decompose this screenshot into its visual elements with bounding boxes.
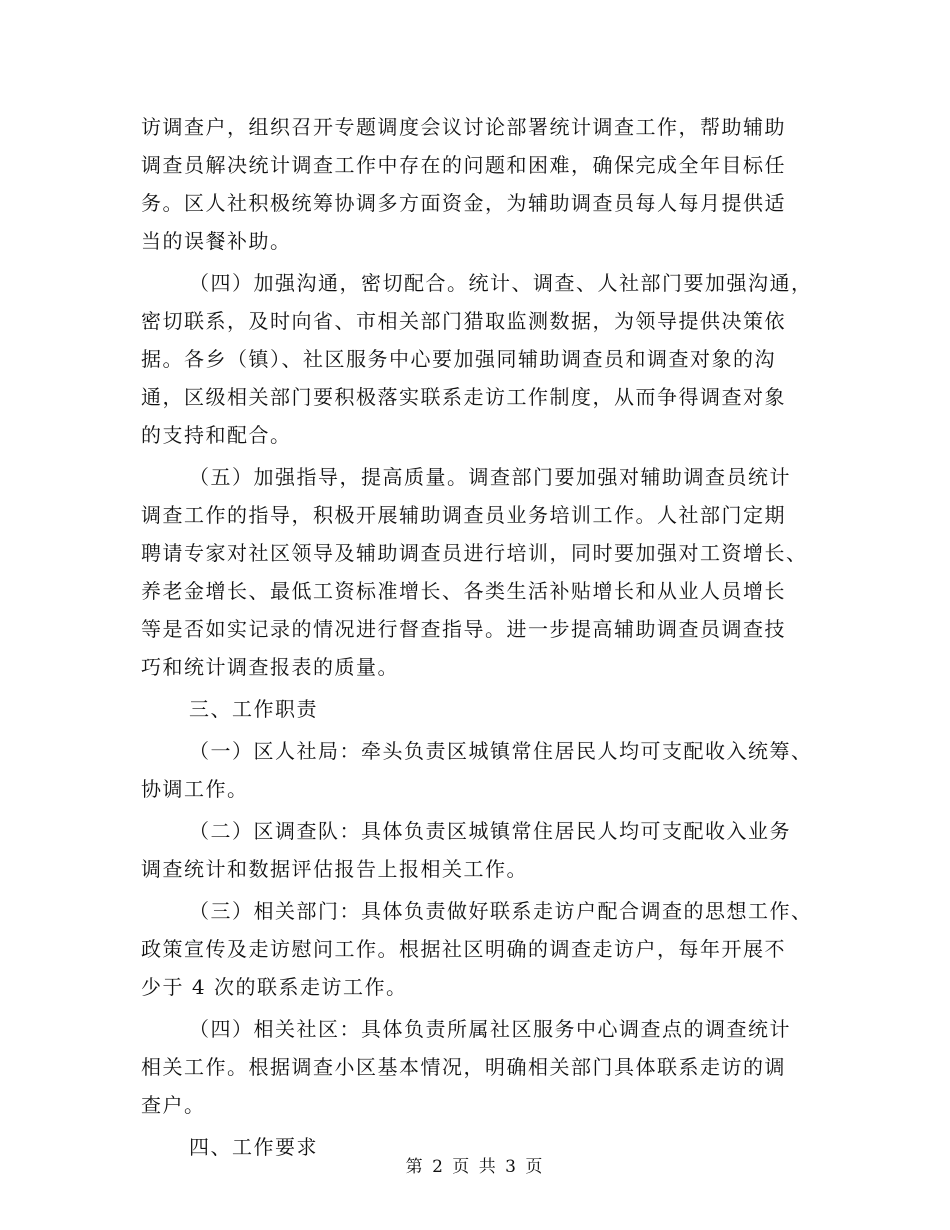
section-heading-text: 三、工作职责	[189, 697, 318, 721]
paragraph	[141, 108, 821, 260]
text-line: 巧和统计调查报表的质量。	[141, 655, 399, 679]
document-body	[141, 108, 821, 1166]
section-heading-text: 四、工作要求	[189, 1135, 318, 1159]
paragraph	[141, 1010, 821, 1124]
paragraph	[141, 812, 821, 888]
paragraph	[141, 892, 821, 1006]
text-line: 少于 4 次的联系走访工作。	[141, 975, 408, 999]
text-line: 据。各乡（镇）、社区服务中心要加强同辅助调查员和调查对象的沟	[141, 347, 776, 371]
text-line: 聘请专家对社区领导及辅助调查员进行培训，同时要加强对工资增长、	[141, 541, 808, 565]
text-line: 查户。	[141, 1093, 206, 1117]
text-line: 养老金增长、最低工资标准增长、各类生活补贴增长和从业人员增长	[141, 579, 786, 603]
text-line: （一）区人社局：牵头负责区城镇常住居民人均可支配收入统筹、	[189, 739, 813, 763]
text-line: 调查工作的指导，积极开展辅助调查员业务培训工作。人社部门定期	[141, 503, 786, 527]
text-line: 相关工作。根据调查小区基本情况，明确相关部门具体联系走访的调	[141, 1055, 786, 1079]
text-line: 访调查户，组织召开专题调度会议讨论部署统计调查工作，帮助辅助	[141, 115, 786, 139]
text-line: （五）加强指导，提高质量。调查部门要加强对辅助调查员统计	[189, 465, 791, 489]
paragraph	[141, 732, 821, 808]
paragraph	[141, 264, 821, 454]
text-line: 当的误餐补助。	[141, 229, 292, 253]
paragraph	[141, 458, 821, 686]
text-line: 调查统计和数据评估报告上报相关工作。	[141, 857, 528, 881]
text-line: （四）相关社区：具体负责所属社区服务中心调查点的调查统计	[189, 1017, 791, 1041]
section-heading	[141, 690, 821, 728]
text-line: （四）加强沟通，密切配合。统计、调查、人社部门要加强沟通，	[189, 271, 813, 295]
text-line: 的支持和配合。	[141, 423, 292, 447]
page-number-footer: 第 2 页 共 3 页	[405, 1157, 545, 1177]
text-line: 等是否如实记录的情况进行督查指导。进一步提高辅助调查员调查技	[141, 617, 786, 641]
text-line: 务。区人社积极统筹协调多方面资金，为辅助调查员每人每月提供适	[141, 191, 786, 215]
text-line: 调查员解决统计调查工作中存在的问题和困难，确保完成全年目标任	[141, 153, 786, 177]
text-line: 政策宣传及走访慰问工作。根据社区明确的调查走访户，每年开展不	[141, 937, 786, 961]
text-line: 密切联系，及时向省、市相关部门猎取监测数据，为领导提供决策依	[141, 309, 786, 333]
text-line: 通，区级相关部门要积极落实联系走访工作制度，从而争得调查对象	[141, 385, 786, 409]
text-line: （三）相关部门：具体负责做好联系走访户配合调查的思想工作、	[189, 899, 813, 923]
text-line: （二）区调查队：具体负责区城镇常住居民人均可支配收入业务	[189, 819, 791, 843]
text-line: 协调工作。	[141, 777, 249, 801]
